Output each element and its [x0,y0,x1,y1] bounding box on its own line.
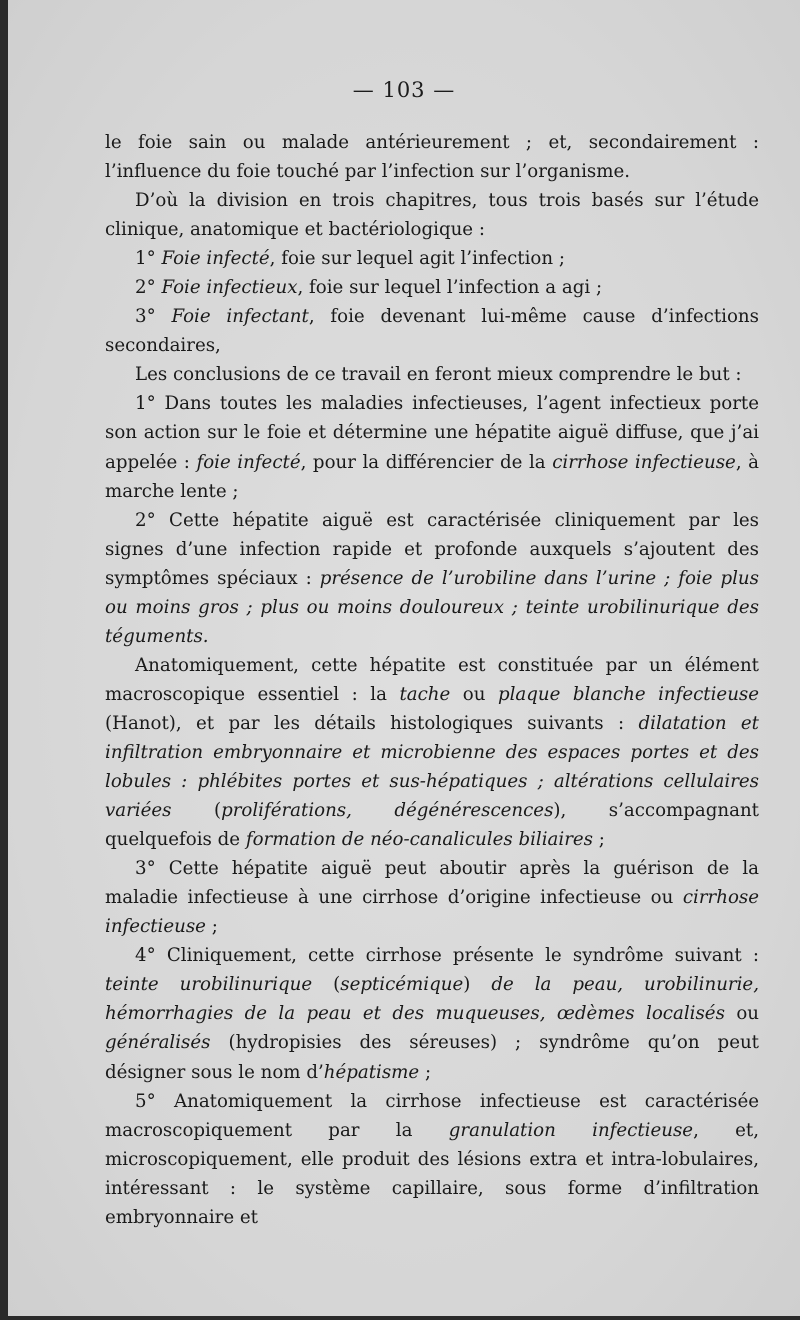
paragraph [105,244,759,273]
book-page [8,0,800,1316]
text-run: 2° [135,277,162,299]
text-run: , foie sur lequel agit l’infection ; [269,248,565,270]
italic-text: proliférations, dégénérescences [221,800,554,822]
text-run: ; [205,916,218,938]
paragraph [105,128,759,186]
paragraph [105,854,759,941]
italic-text: foie infecté [196,451,301,473]
italic-text: Foie infecté [161,248,270,270]
text-run: , pour la différencier de la [300,451,553,473]
italic-text: granulation infectieuse [448,1119,694,1141]
paragraph [105,506,759,651]
text-run: 4° Cliniquement, cette cirrhose présente le syndrôme suivant : [135,945,759,967]
page-number: — 103 — [352,78,456,102]
italic-text: dilatation et infiltration embryonnaire et microbienne des espaces portes et des lobules : phlébites portes et sus-hépatiques ; altérations cellulaires variées [105,712,759,822]
italic-text: plaque blanche infectieuse [497,683,760,705]
text-run: ou [450,683,498,705]
italic-text: cirrhose infectieuse [552,451,736,473]
text-run: 2° Cette hépatite aiguë est caractérisée cliniquement par les signes d’une infection rapide et profonde auxquels s’ajoutent des symptômes spéciaux : [105,509,759,589]
text-run: Les conclusions de ce travail en feront mieux comprendre le but : [135,364,742,386]
text-run: ( [171,800,222,822]
italic-text: tache [399,683,451,705]
text-run: (hydropisies des séreuses) ; syndrôme qu’on peut désigner sous le nom d’ [105,1032,759,1083]
paragraph [105,273,759,302]
text-run: le foie sain ou malade antérieurement ; et, secondairement : l’influence du foie touché par l’infection sur l’organisme. [105,132,759,183]
italic-text: cirrhose infectieuse [105,887,759,938]
italic-text: septicémique [340,974,464,996]
text-run: 5° Anatomiquement la cirrhose infectieuse est caractérisée macroscopiquement par la [105,1090,759,1141]
text-run: , foie devenant lui-même cause d’infections secondaires, [105,306,759,357]
italic-text: formation de néo-canalicules biliaires [245,829,594,851]
text-run: 3° [135,306,172,328]
text-run: ; [593,829,605,851]
text-run: ) [463,974,492,996]
text-run: 1° [135,248,162,270]
italic-text: de la peau, urobilinurie, hémorrhagies de la peau et des muqueuses, œdèmes localisés [105,974,759,1025]
paragraph [105,360,759,389]
italic-text: hépatisme [323,1061,420,1083]
text-run: (Hanot), et par les détails histologiques suivants : [105,712,639,734]
text-run: 3° Cette hépatite aiguë peut aboutir après la guérison de la maladie infectieuse à une cirrhose d’origine infectieuse ou [105,858,759,909]
paragraph [105,389,759,505]
body-text [105,128,759,1232]
paragraph [105,651,759,854]
paragraph [105,941,759,1086]
text-run: ; [419,1061,432,1083]
text-run: 1° Dans toutes les maladies infectieuses, l’agent infectieux porte son action sur le foie et détermine une hépatite aiguë diffuse, que j’ai appelée : [105,393,759,473]
text-run: Anatomiquement, cette hépatite est constituée par un élément macroscopique essentiel : la [105,654,759,705]
paragraph [105,1087,759,1232]
text-run: ), s’accompagnant quelquefois de [105,800,759,851]
text-run: D’où la division en trois chapitres, tous trois basés sur l’étude clinique, anatomique et bactériologique : [105,190,759,241]
italic-text: Foie infectieux [161,277,298,299]
text-run: ou [724,1003,759,1025]
italic-text: présence de l’urobiline dans l’urine ; foie plus ou moins gros ; plus ou moins douloureux ; teinte urobilinurique des téguments. [105,567,759,647]
italic-text: Foie infectant [171,306,309,328]
italic-text: généralisés [105,1032,211,1054]
text-run: ( [312,974,341,996]
paragraph [105,302,759,360]
text-run: , foie sur lequel l’infection a agi ; [297,277,603,299]
text-run: , et, microscopiquement, elle produit des lésions extra et intra-lobulaires, intéressant : le système capillaire, sous forme d’infiltration embryonnaire et [105,1119,760,1228]
paragraph [105,186,759,244]
italic-text: teinte urobilinurique [105,974,313,996]
text-run: , à marche lente ; [105,451,760,502]
